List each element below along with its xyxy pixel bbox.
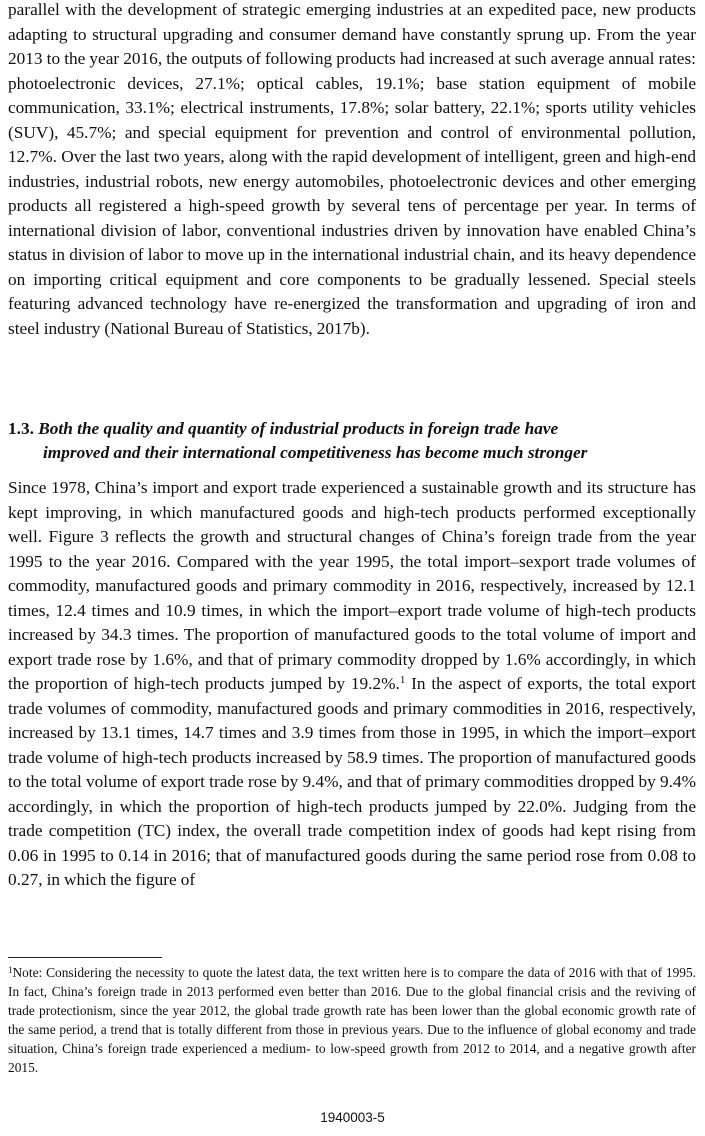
section-number: 1.3.: [8, 419, 34, 438]
body-paragraph: parallel with the development of strategic emerging industries at an expedited pace, new products adapting to structural upgrading and consumer demand have constantly sprung up. From the year 2013 to the year 2016, the outputs of following products had increased at such average annual rates: photoelectronic devices, 27.1%; optical cables, 19.1%; base station equipment of mobile communication, 33.1%; electrical instruments, 17.8%; solar battery, 22.1%; sports utility vehicles (SUV), 45.7%; and special equipment for prevention and control of environmental pollution, 12.7%. Over the last two years, along with the rapid development of intelligent, green and high-end industries, industrial robots, new energy automobiles, photoelectronic devices and other emerging products all registered a high-speed growth by several tens of percentage per year. In terms of international division of labor, conventional industries driven by innovation have enabled China’s status in division of labor to move up in the international industrial chain, and its heavy dependence on importing critical equipment and core components to be gradually lessened. Special steels featuring advanced technology have re-energized the transformation and upgrading of iron and steel industry (National Bureau of Statistics, 2017b).: [8, 0, 696, 338]
section-heading: [8, 417, 698, 465]
paragraph-text: In the aspect of exports, the total export trade volumes of commodity, manufactured goods and primary commodities in 2016, respectively, increased by 13.1 times, 14.7 times and 3.9 times from those in 1995, in which the import–export trade volume of high-tech products increased by 58.9 times. The proportion of manufactured goods to the total volume of export trade rose by 9.4%, and that of primary commodities dropped by 9.4% accordingly, in which the proportion of high-tech products jumped by 22.0%. Judging from the trade competition (TC) index, the overall trade competition index of goods had kept rising from 0.06 in 1995 to 0.14 in 2016; that of manufactured goods during the same period rose from 0.08 to 0.27, in which the figure of: [8, 674, 696, 889]
paragraph-text: Since 1978, China’s import and export trade experienced a sustainable growth and its structure has kept improving, in which manufactured goods and high-tech products performed exceptionally well. Figure 3 reflects the growth and structural changes of China’s foreign trade from the year 1995 to the year 2016. Compared with the year 1995, the total import–sexport trade volumes of commodity, manufactured goods and primary commodity in 2016, respectively, increased by 12.1 times, 12.4 times and 10.9 times, in which the import–export trade volume of high-tech products increased by 34.3 times. The proportion of manufactured goods to the total volume of import and export trade rose by 1.6%, and that of primary commodity dropped by 1.6% accordingly, in which the proportion of high-tech products jumped by 19.2%.: [8, 478, 696, 693]
footnote-marker: 1: [8, 965, 13, 975]
footnote-divider: [8, 957, 162, 958]
footnote-reference[interactable]: 1: [399, 674, 406, 686]
page-number: 1940003-5: [320, 1110, 385, 1125]
section-title-line-2: improved and their international competitiveness has become much stronger: [43, 443, 588, 462]
body-paragraph: [8, 476, 696, 893]
section-title-line-1: Both the quality and quantity of industrial products in foreign trade have: [38, 419, 559, 438]
footnote: [8, 963, 696, 1077]
footnote-text: Note: Considering the necessity to quote the latest data, the text written here is to compare the data of 2016 with that of 1995. In fact, China’s foreign trade in 2013 performed even better than 2016. Due to the global financial crisis and the reviving of trade protectionism, since the year 2012, the global trade growth rate has been lower than the global economic growth rate of the same period, a trend that is totally different from those in previous years. Due to the influence of global economy and trade situation, China’s foreign trade experienced a medium- to low-speed growth from 2012 to 2014, and a negative growth after 2015.: [8, 965, 696, 1075]
